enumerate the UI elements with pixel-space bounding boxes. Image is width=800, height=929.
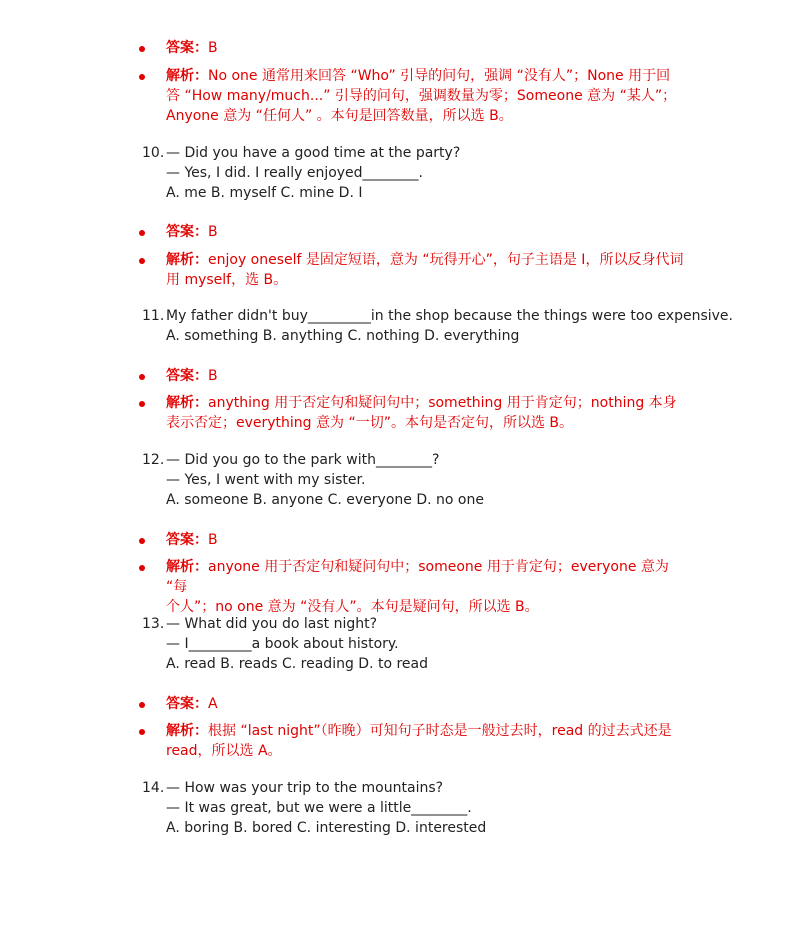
analysis-line: 表示否定；everything 意为 “一切”。本句是否定句，所以选 B。: [166, 415, 574, 431]
analysis-line: anyone 用于否定句和疑问句中；someone 用于肯定句；everyone 意为 “每: [166, 559, 669, 595]
bullet-icon: [139, 702, 145, 708]
question-number: 14.: [142, 780, 165, 796]
analysis-label: 解析：: [166, 68, 208, 84]
answer-value: B: [208, 532, 218, 548]
bullet-icon: [139, 46, 145, 52]
analysis-line: 用 myself，选 B。: [166, 272, 288, 288]
bullet-icon: [139, 538, 145, 544]
answer-label: 答案：: [166, 224, 208, 240]
question-line: — How was your trip to the mountains?: [166, 780, 444, 796]
answer-label: 答案：: [166, 40, 208, 56]
bullet-icon: [139, 74, 145, 80]
question-number: 11.: [142, 308, 165, 324]
options-line: A. me B. myself C. mine D. I: [166, 185, 363, 201]
analysis-line: No one 通常用来回答 “Who” 引导的问句，强调 “没有人”；None 用于回: [208, 68, 671, 84]
question-line: — Did you go to the park with________?: [166, 452, 440, 468]
question-line: — What did you do last night?: [166, 616, 378, 632]
bullet-icon: [139, 401, 145, 407]
analysis-line: Anyone 意为 “任何人” 。本句是回答数量，所以选 B。: [166, 108, 513, 124]
bullet-icon: [139, 374, 145, 380]
analysis-label: 解析：: [166, 723, 208, 739]
answer-label: 答案：: [166, 368, 208, 384]
answer-value: A: [208, 696, 218, 712]
question-number: 10.: [142, 145, 165, 161]
answer-value: B: [208, 40, 218, 56]
bullet-icon: [139, 258, 145, 264]
analysis-label: 解析：: [166, 559, 208, 575]
answer-label: 答案：: [166, 532, 208, 548]
question-number: 13.: [142, 616, 165, 632]
options-line: A. boring B. bored C. interesting D. interested: [166, 820, 487, 836]
options-line: A. someone B. anyone C. everyone D. no one: [166, 492, 484, 508]
analysis-line: 答 “How many/much...” 引导的问句，强调数量为零；Someone 意为 “某人”；: [166, 88, 677, 104]
options-line: A. read B. reads C. reading D. to read: [166, 656, 429, 672]
analysis-label: 解析：: [166, 252, 208, 268]
question-line: — Yes, I went with my sister.: [166, 472, 366, 488]
question-line: — Did you have a good time at the party?: [166, 145, 461, 161]
analysis-line: 个人”；no one 意为 “没有人”。本句是疑问句，所以选 B。: [166, 599, 539, 615]
analysis-line: anything 用于否定句和疑问句中；something 用于肯定句；nothing 本身: [208, 395, 677, 411]
bullet-icon: [139, 729, 145, 735]
question-line: My father didn't buy_________in the shop because the things were too expensive.: [166, 308, 733, 324]
options-line: A. something B. anything C. nothing D. everything: [166, 328, 520, 344]
bullet-icon: [139, 565, 145, 571]
question-line: — Yes, I did. I really enjoyed________.: [166, 165, 424, 181]
answer-label: 答案：: [166, 696, 208, 712]
answer-value: B: [208, 368, 218, 384]
analysis-label: 解析：: [166, 395, 208, 411]
analysis-line: 根据 “last night”（昨晚）可知句子时态是一般过去时，read 的过去式还是: [208, 723, 672, 739]
question-number: 12.: [142, 452, 165, 468]
question-line: — I_________a book about history.: [166, 636, 399, 652]
bullet-icon: [139, 230, 145, 236]
question-line: — It was great, but we were a little________.: [166, 800, 472, 816]
answer-value: B: [208, 224, 218, 240]
analysis-line: read，所以选 A。: [166, 743, 282, 759]
analysis-line: enjoy oneself 是固定短语，意为 “玩得开心”，句子主语是 I，所以反身代词: [208, 252, 684, 268]
